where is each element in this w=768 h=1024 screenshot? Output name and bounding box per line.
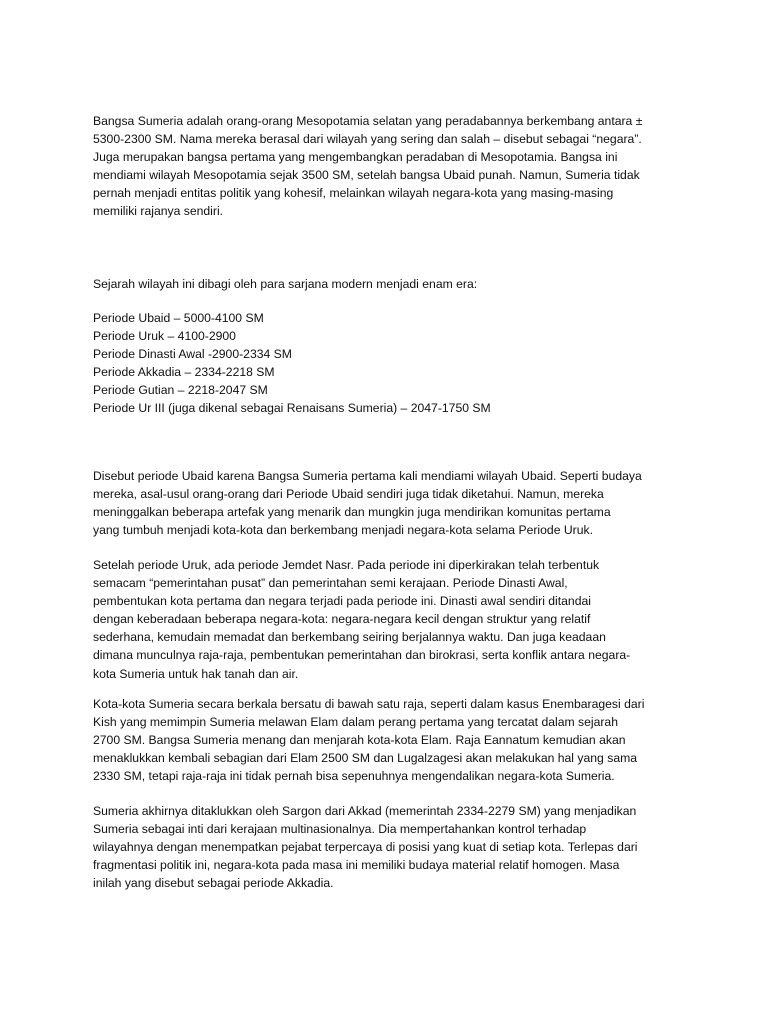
list-item: Periode Dinasti Awal -2900-2334 SM (93, 347, 292, 362)
text-line: pembentukan kota pertama dan negara terjadi pada periode ini. Dinasti awal sendiri ditandai (93, 594, 591, 609)
paragraph-era-intro (93, 275, 683, 293)
text-line: Juga merupakan bangsa pertama yang mengembangkan peradaban di Mesopotamia. Bangsa ini (93, 150, 618, 165)
text-line: Bangsa Sumeria adalah orang-orang Mesopotamia selatan yang peradabannya berkembang antara ± (93, 114, 643, 128)
text-line: Kish yang memimpin Sumeria melawan Elam dalam perang pertama yang tercatat dalam sejarah (93, 715, 618, 730)
text-line: yang tumbuh menjadi kota-kota dan berkembang menjadi negara-kota selama Periode Uruk. (93, 523, 593, 538)
text-line: inilah yang disebut sebagai periode Akkadia. (93, 876, 334, 891)
period-list (93, 309, 683, 418)
list-item: Periode Ur III (juga dikenal sebagai Renaisans Sumeria) – 2047-1750 SM (93, 401, 491, 416)
text-line: fragmentasi politik ini, negara-kota pada masa ini memiliki budaya material relatif homogen. Masa (93, 858, 620, 873)
text-line: semacam “pemerintahan pusat” dan pemerintahan semi kerajaan. Periode Dinasti Awal, (93, 576, 568, 591)
text-line: wilayahnya dengan menempatkan pejabat terpercaya di posisi yang kuat di setiap kota. Terlepas dari (93, 840, 638, 855)
text-line: menaklukkan kembali sebagian dari Elam 2500 SM dan Lugalzagesi akan melakukan hal yang sama (93, 751, 638, 766)
text-line: Sejarah wilayah ini dibagi oleh para sarjana modern menjadi enam era: (93, 277, 478, 291)
text-line: dimana munculnya raja-raja, pembentukan pemerintahan dan birokrasi, serta konflik antara negara- (93, 648, 631, 663)
text-line: pernah menjadi entitas politik yang kohesif, melainkan wilayah negara-kota yang masing-masing (93, 186, 614, 201)
text-line: Kota-kota Sumeria secara berkala bersatu di bawah satu raja, seperti dalam kasus Enembaragesi dari (93, 697, 645, 711)
text-line: Disebut periode Ubaid karena Bangsa Sumeria pertama kali mendiami wilayah Ubaid. Seperti budaya (93, 469, 642, 483)
list-item: Periode Gutian – 2218-2047 SM (93, 383, 268, 398)
text-line: memiliki rajanya sendiri. (93, 204, 224, 219)
text-line: 2330 SM, tetapi raja-raja ini tidak pernah bisa sepenuhnya mengendalikan negara-kota Sumeria. (93, 769, 615, 784)
text-line: 2700 SM. Bangsa Sumeria menang dan menjarah kota-kota Elam. Raja Eannatum kemudian akan (93, 733, 626, 748)
paragraph-city-states (93, 695, 683, 785)
paragraph-ubaid (93, 467, 683, 539)
text-line: Sumeria sebagai inti dari kerajaan multinasionalnya. Dia mempertahankan kontrol terhadap (93, 822, 587, 837)
paragraph-intro (93, 112, 683, 221)
paragraph-akkadian-period (93, 802, 683, 892)
text-line: kota Sumeria untuk hak tanah dan air. (93, 666, 299, 681)
text-line: dengan keberadaan beberapa negara-kota: negara-negara kecil dengan struktur yang relatif (93, 612, 591, 627)
text-line: sederhana, kemudain memadat dan berkembang seiring berjalannya waktu. Dan juga keadaan (93, 630, 606, 645)
text-line: mendiami wilayah Mesopotamia sejak 3500 SM, setelah bangsa Ubaid punah. Namun, Sumeria tidak (93, 168, 640, 183)
text-line: Sumeria akhirnya ditaklukkan oleh Sargon dari Akkad (memerintah 2334-2279 SM) yang menjadikan (93, 804, 637, 818)
text-line: Setelah periode Uruk, ada periode Jemdet Nasr. Pada periode ini diperkirakan telah terbentuk (93, 558, 600, 572)
text-line: 5300-2300 SM. Nama mereka berasal dari wilayah yang sering dan salah – disebut sebagai “negara”. (93, 132, 642, 147)
list-item: Periode Ubaid – 5000-4100 SM (93, 311, 264, 325)
list-item: Periode Uruk – 4100-2900 (93, 329, 236, 344)
text-line: mereka, asal-usul orang-orang dari Periode Ubaid sendiri juga tidak diketahui. Namun, mereka (93, 487, 604, 502)
list-item: Periode Akkadia – 2334-2218 SM (93, 365, 275, 380)
text-line: meninggalkan beberapa artefak yang menarik dan mungkin juga mendirikan komunitas pertama (93, 505, 611, 520)
paragraph-jemdet-nasr (93, 556, 683, 683)
